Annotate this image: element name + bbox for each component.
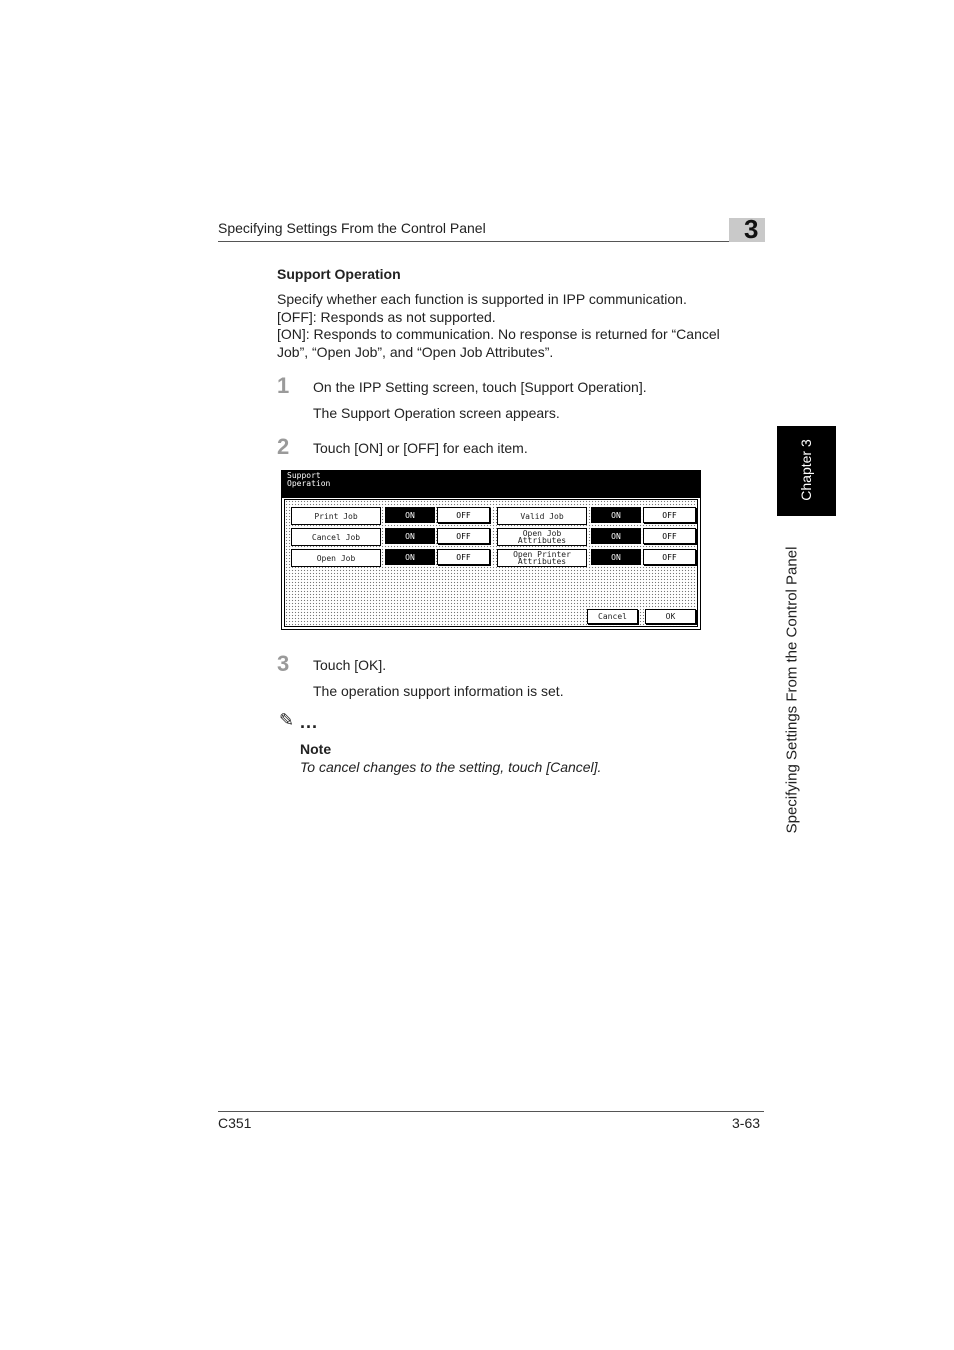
cancel-job-on-button[interactable]: ON — [385, 528, 435, 544]
footer-model: C351 — [218, 1115, 252, 1131]
header-rule — [218, 241, 764, 242]
side-chapter-label: Chapter 3 — [798, 439, 814, 501]
step-1-text: On the IPP Setting screen, touch [Support Operation]. — [313, 379, 647, 395]
chapter-number: 3 — [744, 214, 759, 244]
note-dots: ... — [300, 712, 319, 732]
cancel-job-off-button[interactable]: OFF — [437, 528, 490, 544]
open-printer-attributes-on-button[interactable]: ON — [591, 549, 641, 565]
setting-row — [291, 507, 491, 525]
pencil-icon: ✎ — [279, 710, 295, 730]
print-job-on-button[interactable]: ON — [385, 507, 435, 523]
footer-page-number: 3-63 — [732, 1115, 761, 1131]
step-2-text: Touch [ON] or [OFF] for each item. — [313, 440, 528, 456]
ok-button[interactable]: OK — [645, 609, 696, 624]
intro-line-3: [ON]: Responds to communication. No response is returned for “Cancel — [277, 326, 720, 342]
setting-label: Print Job — [291, 507, 381, 525]
setting-row — [497, 507, 697, 525]
note-text: To cancel changes to the setting, touch [Cancel]. — [300, 759, 602, 775]
print-job-off-button[interactable]: OFF — [437, 507, 490, 523]
setting-row — [497, 528, 697, 546]
running-head: Specifying Settings From the Control Panel — [218, 220, 486, 236]
step-2-number: 2 — [277, 434, 290, 459]
valid-job-off-button[interactable]: OFF — [643, 507, 696, 523]
setting-row — [291, 549, 491, 567]
open-job-attributes-off-button[interactable]: OFF — [643, 528, 696, 544]
note-title: Note — [300, 741, 332, 757]
intro-line-1: Specify whether each function is supported in IPP communication. — [277, 291, 687, 307]
valid-job-on-button[interactable]: ON — [591, 507, 641, 523]
section-title: Support Operation — [277, 266, 401, 282]
setting-row — [497, 549, 697, 567]
cancel-button[interactable]: Cancel — [587, 609, 638, 624]
step-1-number: 1 — [277, 373, 290, 398]
step-3-result: The operation support information is set. — [313, 683, 564, 699]
support-operation-screen — [281, 470, 701, 630]
open-job-attributes-on-button[interactable]: ON — [591, 528, 641, 544]
screen-body — [284, 499, 698, 627]
setting-label: Open Job — [291, 549, 381, 567]
open-job-off-button[interactable]: OFF — [437, 549, 490, 565]
step-3-number: 3 — [277, 651, 290, 676]
open-job-on-button[interactable]: ON — [385, 549, 435, 565]
step-3-text: Touch [OK]. — [313, 657, 387, 673]
screen-title: Support Operation — [287, 471, 331, 488]
screen-title-bar — [282, 471, 700, 498]
intro-line-2: [OFF]: Responds as not supported. — [277, 309, 496, 325]
footer-rule — [218, 1111, 764, 1112]
setting-label: Open Printer Attributes — [497, 549, 587, 567]
setting-row — [291, 528, 491, 546]
setting-label: Cancel Job — [291, 528, 381, 546]
side-section-label: Specifying Settings From the Control Panel — [783, 546, 801, 834]
open-printer-attributes-off-button[interactable]: OFF — [643, 549, 696, 565]
setting-label: Open Job Attributes — [497, 528, 587, 546]
step-1-result: The Support Operation screen appears. — [313, 405, 560, 421]
intro-line-4: Job”, “Open Job”, and “Open Job Attributes”. — [277, 344, 554, 360]
setting-label: Valid Job — [497, 507, 587, 525]
